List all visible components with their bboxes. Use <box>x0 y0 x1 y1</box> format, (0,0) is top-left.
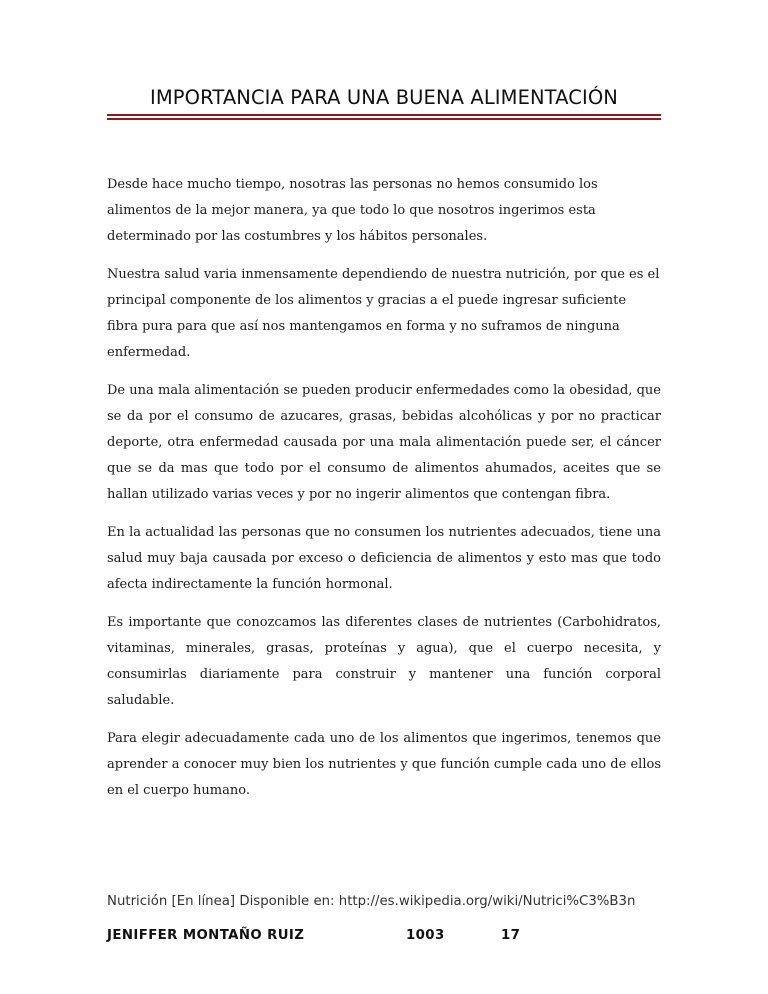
document-title: IMPORTANCIA PARA UNA BUENA ALIMENTACIÓN <box>150 86 618 109</box>
footer-group: 1003 <box>406 928 445 943</box>
document-body <box>107 172 661 804</box>
paragraph-5: Es importante que conozcamos las diferentes clases de nutrientes (Carbohidratos, vitaminas, minerales, grasas, proteínas y agua), que el cuerpo necesita, y consumirlas diariamente para construir y mantener una función corporal saludable. <box>107 615 661 708</box>
paragraph-1: Desde hace mucho tiempo, nosotras las personas no hemos consumido los alimentos de la mejor manera, ya que todo lo que nosotros ingerimos esta determinado por las costumbres y los hábitos personales. <box>107 177 598 244</box>
footer-number: 17 <box>501 928 521 943</box>
paragraph-2: Nuestra salud varia inmensamente dependiendo de nuestra nutrición, por que es el principal componente de los alimentos y gracias a el puede ingresar suficiente fibra pura para que así nos mantengamos en forma y no suframos de ninguna enfermedad. <box>107 267 660 360</box>
paragraph-6: Para elegir adecuadamente cada uno de los alimentos que ingerimos, tenemos que aprender a conocer muy bien los nutrientes y que función cumple cada uno de ellos en el cuerpo humano. <box>107 731 661 798</box>
paragraph-4: En la actualidad las personas que no consumen los nutrientes adecuados, tiene una salud muy baja causada por exceso o deficiencia de alimentos y esto mas que todo afecta indirectamente la función hormonal. <box>107 525 661 592</box>
paragraph-3: De una mala alimentación se pueden producir enfermedades como la obesidad, que se da por el consumo de azucares, grasas, bebidas alcohólicas y por no practicar deporte, otra enfermedad causada por una mala alimentación puede ser, el cáncer que se da mas que todo por el consumo de alimentos ahumados, aceites que se hallan utilizado varias veces y por no ingerir alimentos que contengan fibra. <box>107 383 661 502</box>
title-underline-top <box>107 114 661 116</box>
title-underline-bottom <box>107 118 661 120</box>
footer-author: JENIFFER MONTAÑO RUIZ <box>107 928 305 943</box>
source-citation: Nutrición [En línea] Disponible en: http://es.wikipedia.org/wiki/Nutrici%C3%B3n <box>107 894 636 909</box>
